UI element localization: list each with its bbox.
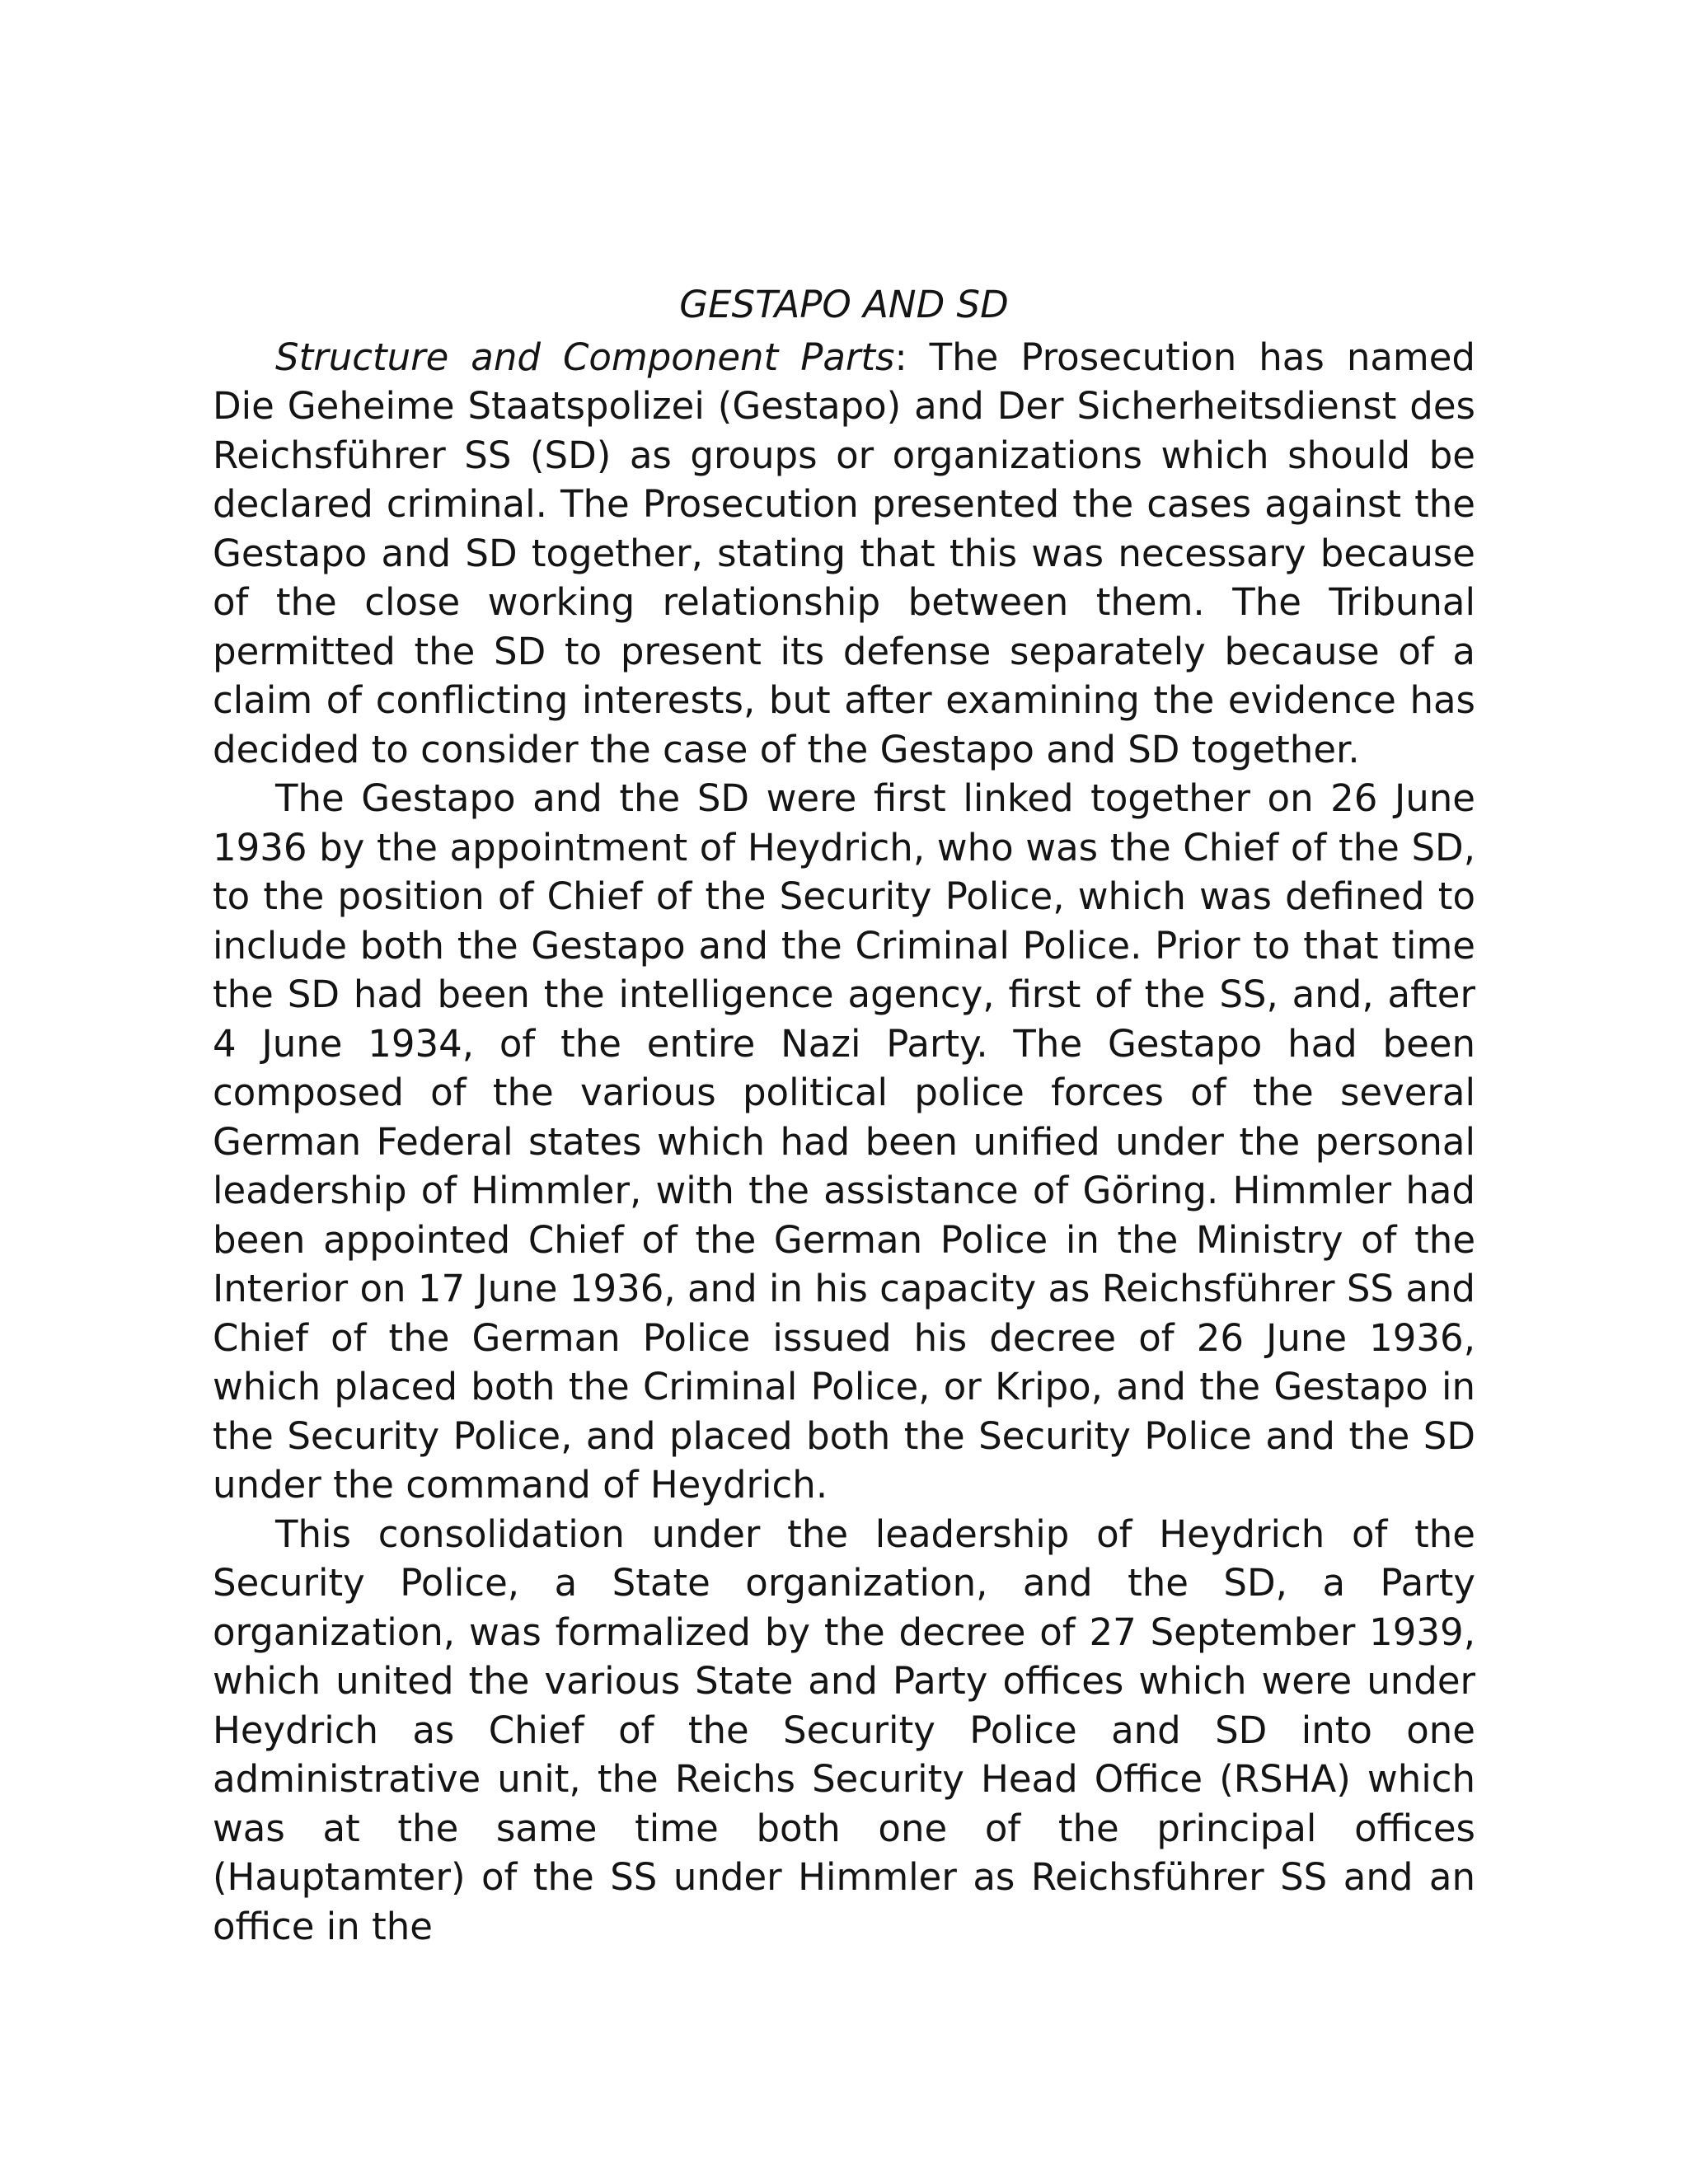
- paragraph-text: This consolidation under the leadership of Heydrich of the Security Police, a State organization, and the SD, a Party organization, was formalized by the decree of 27 September 1939, which united the various State and Party offices which were under Heydrich as Chief of the Security Police and SD into one administrative unit, the Reichs Security Head Office (RSHA) which was at the same time both one of the principal offices (Hauptamter) of the SS under Himmler as Reichsführer SS and an office in the: [213, 1511, 1475, 1948]
- paragraph-consolidation: [213, 1510, 1475, 1952]
- paragraph-text: The Gestapo and the SD were first linked together on 26 June 1936 by the appointment of Heydrich, who was the Chief of the SD, to the position of Chief of the Security Police, which was defined to include both the Gestapo and the Criminal Police. Prior to that time the SD had been the intelligence agency, first of the SS, and, after 4 June 1934, of the entire Nazi Party. The Gestapo had been composed of the various political police forces of the several German Federal states which had been unified under the personal leadership of Himmler, with the assistance of Göring. Himmler had been appointed Chief of the German Police in the Ministry of the Interior on 17 June 1936, and in his capacity as Reichsführer SS and Chief of the German Police issued his decree of 26 June 1936, which placed both the Criminal Police, or Kripo, and the Gestapo in the Security Police, and placed both the Security Police and the SD under the command of Heydrich.: [213, 776, 1475, 1507]
- paragraph-lead-heading: Structure and Component Parts: [275, 335, 895, 379]
- document-title: GESTAPO AND SD: [679, 283, 1009, 326]
- paragraph-structure: [213, 333, 1475, 775]
- paragraph-text: : The Prosecution has named Die Geheime Staatspolizei (Gestapo) and Der Sicherheitsdienst des Reichsführer SS (SD) as groups or organizations which should be declared criminal. The Prosecution presented the cases against the Gestapo and SD together, stating that this was necessary because of the close working relationship between them. The Tribunal permitted the SD to present its defense separately because of a claim of conflicting interests, but after examining the evidence has decided to consider the case of the Gestapo and SD together.: [213, 335, 1475, 771]
- document-body: [213, 280, 1475, 1951]
- paragraph-linking: [213, 774, 1475, 1510]
